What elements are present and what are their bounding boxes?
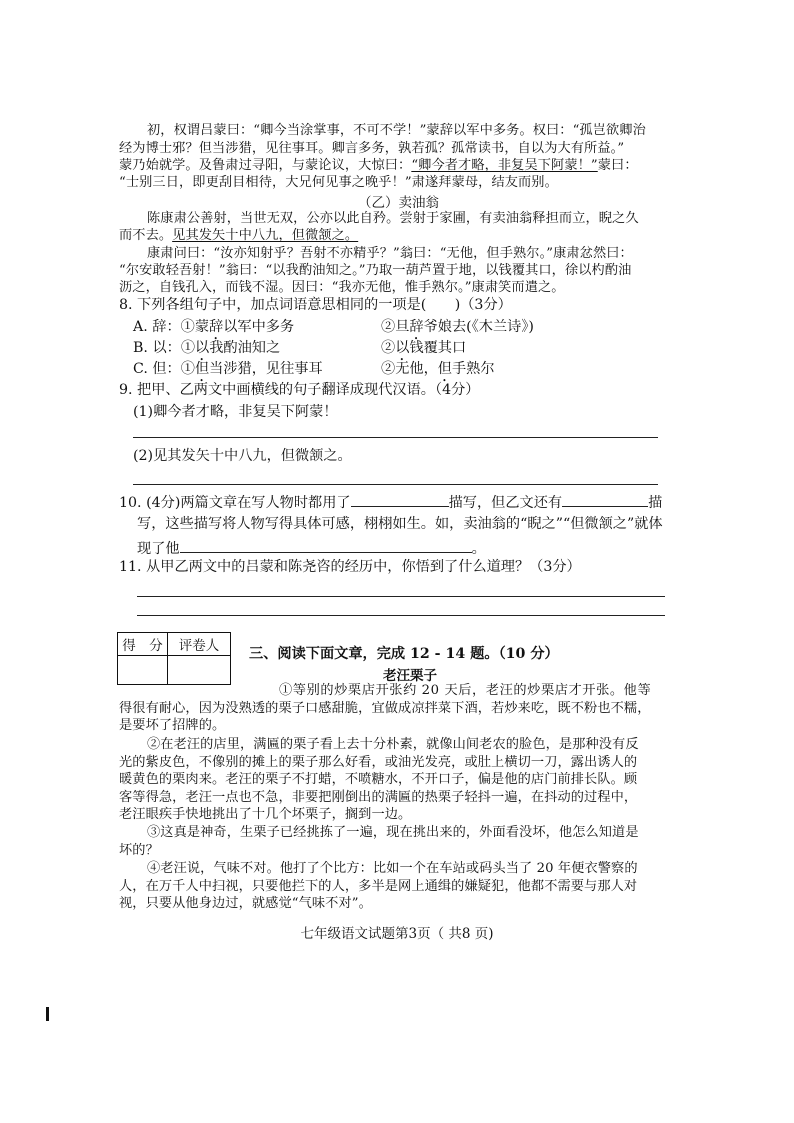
underlined-sentence-a: “卿今者才略，非复吴下阿蒙！”: [411, 158, 598, 173]
article-p2-line-2: 光的紫皮色，不像别的摊上的栗子那么好看，或油光发亮，或肚上横切一刀，露出诱人的: [119, 755, 638, 770]
question-9-item-2: (2)见其发矢十中八九，但微颔之。: [133, 448, 352, 464]
passage-a-text: 蒙乃始就学。及鲁肃过寻阳，与蒙论议，大惊曰：: [119, 158, 412, 173]
option-text: 爷娘去(《木兰诗》): [423, 319, 534, 335]
option-text: C. 但：①: [133, 361, 195, 377]
passage-b-line-1: 陈康肃公善射，当世无双，公亦以此自矜。尝射于家圃，有卖油翁释担而立，睨之久: [147, 211, 639, 226]
answer-line-11-2[interactable]: [137, 615, 665, 616]
article-p3-line-2: 坏的？: [119, 843, 159, 858]
passage-b-text: 而不去。: [119, 228, 173, 243]
underlined-sentence-b: 见其发矢十中八九，但微颔之。: [172, 228, 359, 243]
passage-a-line-2: 经为博士邪？但当涉猎，见往事耳。卿言多务，孰若孤？孤常读书，自以为大有所益。”: [119, 141, 625, 156]
question-8-stem: 8. 下列各组句子中，加点词语意思相同的一项是( )（3分）: [119, 297, 512, 313]
reviewer-label: 评卷人: [168, 633, 231, 656]
option-text: 手熟尔: [451, 361, 495, 377]
passage-b-line-2: [119, 227, 358, 244]
option-text: A. 辞：①蒙: [133, 319, 210, 335]
option-text: ②: [381, 340, 396, 356]
page-footer: 七年级语文试题第3页（ 共8 页): [300, 926, 494, 942]
article-p2-line-4: 客等得急，老汪一点也不急，非要把刚倒出的满匾的热栗子轻抖一遍，在抖动的过程中，: [119, 790, 638, 805]
option-text: B. 以：①: [133, 340, 196, 356]
question-11-stem: 11. 从甲乙两文中的吕蒙和陈尧咨的经历中，你悟到了什么道理？（3分）: [119, 559, 581, 575]
dotted-word: 辞: [409, 319, 424, 335]
question-text: 。: [471, 541, 486, 557]
blank-10-2[interactable]: [562, 492, 648, 507]
option-text: 我酌油知之: [209, 340, 281, 356]
passage-a-text: 蒙曰：: [597, 158, 638, 173]
question-9-stem: 9. 把甲、乙两文中画横线的句子翻译成现代汉语。（4分）: [119, 382, 480, 398]
grade-box: [117, 632, 231, 685]
passage-a-line-3: [119, 157, 638, 174]
option-text: 钱覆其口: [409, 340, 467, 356]
question-text: 描: [648, 495, 663, 511]
option-text: ②旦: [381, 319, 410, 335]
reviewer-cell[interactable]: [168, 656, 231, 685]
article-p4-line-2: 人，在万千人中扫视，只要他拦下的人，多半是网上通缉的嫌疑犯，他都不需要与那人对: [119, 879, 638, 894]
article-p1-line-1: ①等别的炒栗店开张约 20 天后，老汪的炒栗店才开张。他等: [279, 683, 652, 698]
passage-b-title: （乙）卖油翁: [358, 195, 439, 211]
answer-line-9-2[interactable]: [133, 484, 658, 485]
article-p4-line-3: 视，只要从他身边过，就感觉“气味不对”。: [119, 896, 372, 911]
score-cell[interactable]: [118, 656, 168, 685]
passage-a-line-1: 初，权谓吕蒙曰：“卿今当涂掌事，不可不学！”蒙辞以军中多务。权曰：“孤岂欲卿治: [147, 123, 646, 138]
article-p1-line-3: 是要坏了招牌的。: [119, 718, 226, 733]
question-text: 10. (4分)两篇文章在写人物时都用了: [119, 495, 351, 511]
section-3-heading: 三、阅读下面文章，完成 12 - 14 题。（10 分）: [249, 646, 559, 662]
article-p1-line-2: 得很有耐心，因为没熟透的栗子口感甜脆，宜做成凉拌菜下酒，若炒来吃，既不粉也不糯，: [119, 701, 651, 716]
question-10-line-3: [137, 538, 486, 558]
answer-line-11-1[interactable]: [137, 596, 665, 597]
article-p4-line-1: ④老汪说，气味不对。他打了个比方：比如一个在车站或码头当了 20 年便衣警察的: [147, 861, 638, 876]
blank-10-3[interactable]: [180, 538, 472, 553]
dotted-word: 但: [437, 361, 452, 377]
option-text: 以军中多务: [223, 319, 295, 335]
question-10-line-1: [119, 492, 662, 512]
question-text: 描写，但乙文还有: [448, 495, 563, 511]
passage-b-line-5: 沥之，自钱孔入，而钱不湿。因曰：“我亦无他，惟手熟尔。”康肃笑而遣之。: [119, 280, 565, 295]
article-p2-line-3: 暖黄色的栗肉来。老汪的栗子不打蜡，不喷糖水，不开口子，偏是他的店门前排长队。顾: [119, 772, 638, 787]
dotted-word: 但: [194, 361, 210, 377]
question-text: 现了他: [137, 541, 180, 557]
scan-mark: [46, 1007, 49, 1021]
answer-line-9-1[interactable]: [133, 437, 658, 438]
option-text: ②无他，: [381, 361, 438, 377]
dotted-word: 辞: [209, 319, 224, 335]
option-text: 当涉猎，见往事耳: [209, 361, 323, 377]
blank-10-1[interactable]: [351, 492, 449, 507]
dotted-word: 以: [195, 340, 210, 356]
article-title: 老汪栗子: [383, 668, 437, 684]
passage-a-line-4: “士别三日，即更刮目相待，大兄何见事之晚乎！”肃遂拜蒙母，结友而别。: [119, 175, 558, 190]
question-9-item-1: (1)卿今者才略，非复吴下阿蒙！: [133, 404, 338, 420]
article-p2-line-1: ②在老汪的店里，满匾的栗子看上去十分朴素，就像山间老农的脸色，是那种没有反: [147, 737, 639, 752]
passage-b-line-3: 康肃问曰：“汝亦知射乎？吾射不亦精乎？”翁曰：“无他，但手熟尔。”康肃忿然曰：: [147, 246, 633, 261]
passage-b-line-4: “尔安敢轻吾射！”翁曰：“以我酌油知之。”乃取一葫芦置于地，以钱覆其口，徐以杓酌油: [119, 263, 632, 278]
score-label: 得 分: [118, 633, 168, 656]
dotted-word: 以: [395, 340, 410, 356]
article-p3-line-1: ③这真是神奇，生栗子已经挑拣了一遍，现在挑出来的，外面看没坏，他怎么知道是: [147, 825, 639, 840]
question-10-line-2: 写，这些描写将人物写得具体可感，栩栩如生。如，卖油翁的“睨之”“但微颔之”就体: [137, 516, 663, 532]
article-p2-line-5: 老汪眼疾手快地挑出了十几个坏栗子，搁到一边。: [119, 807, 412, 822]
